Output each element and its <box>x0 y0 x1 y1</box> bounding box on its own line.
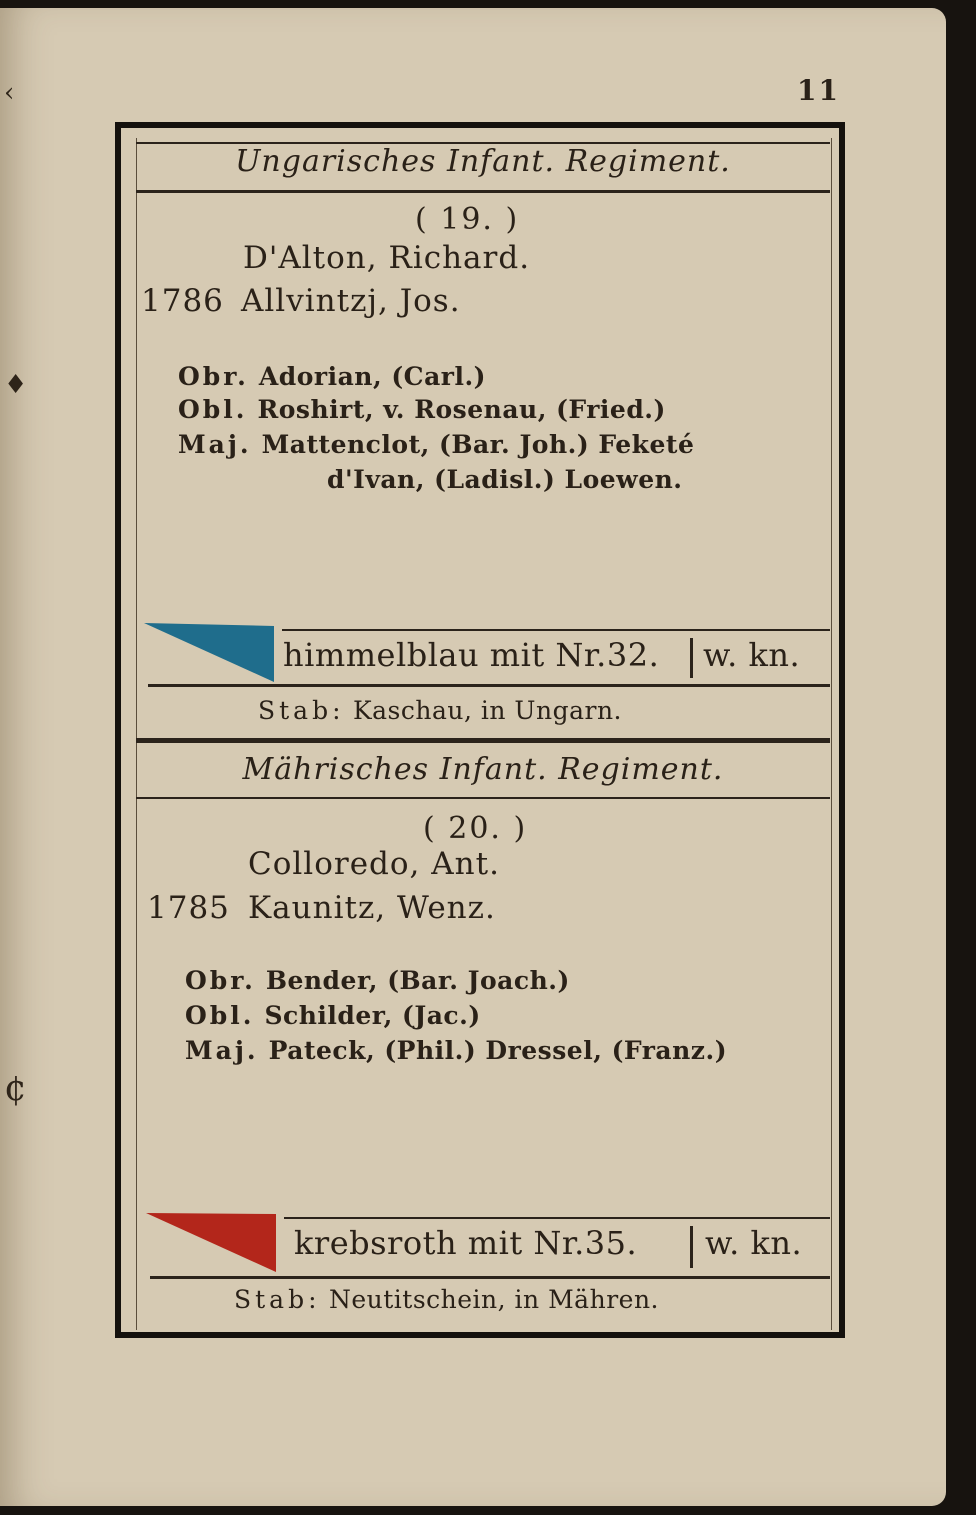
gutter-mark: ♦ <box>4 370 28 400</box>
gutter-mark: ‹ <box>4 78 15 108</box>
rule <box>148 684 830 687</box>
rule <box>136 797 830 799</box>
officer-names: Pateck, (Phil.) Dressel, (Franz.) <box>268 1036 728 1065</box>
divider-bar <box>690 638 693 678</box>
officer-line <box>185 1036 727 1065</box>
officer-rank: Obr. <box>178 362 249 391</box>
buttons-description: w. kn. <box>705 1224 803 1262</box>
officer-rank: Maj. <box>178 430 252 459</box>
regiment-number: ( 19. ) <box>415 202 520 237</box>
section-heading: Ungarisches Infant. Regiment. <box>235 144 731 179</box>
section-heading: Mährisches Infant. Regiment. <box>242 752 724 787</box>
regiment-number: ( 20. ) <box>423 811 528 846</box>
stab-location: Kaschau, in Ungarn. <box>352 696 623 725</box>
owner-name: D'Alton, Richard. <box>243 240 531 276</box>
owner-year: 1786 <box>141 283 224 319</box>
facing-color-flag <box>146 1210 278 1274</box>
facing-color-flag <box>144 620 278 682</box>
stab-line <box>258 696 622 725</box>
owner-name: Allvintzj, Jos. <box>241 283 461 319</box>
rule <box>150 1276 830 1279</box>
officer-line <box>178 395 666 424</box>
officer-names: Schilder, (Jac.) <box>264 1001 481 1030</box>
officer-rank: Maj. <box>185 1036 259 1065</box>
officer-rank: Obl. <box>178 395 248 424</box>
officer-names: Roshirt, v. Rosenau, (Fried.) <box>257 395 666 424</box>
officer-continuation: d'Ivan, (Ladisl.) Loewen. <box>327 465 683 494</box>
rule <box>284 1217 830 1219</box>
officer-rank: Obr. <box>185 966 256 995</box>
officer-names: Mattenclot, (Bar. Joh.) Feketé <box>261 430 695 459</box>
owner-year: 1785 <box>147 890 230 926</box>
rule <box>136 190 830 193</box>
officer-names: Adorian, (Carl.) <box>258 362 486 391</box>
officer-line <box>178 362 486 391</box>
owner-name: Kaunitz, Wenz. <box>248 890 496 926</box>
stab-label: Stab: <box>258 696 345 725</box>
buttons-description: w. kn. <box>703 636 801 674</box>
gutter-mark: ¢ <box>4 1068 27 1109</box>
officer-rank: Obl. <box>185 1001 255 1030</box>
officer-line <box>185 966 570 995</box>
facing-description: krebsroth mit Nr.35. <box>294 1224 638 1262</box>
officer-line <box>178 430 694 459</box>
owner-name: Colloredo, Ant. <box>248 846 500 882</box>
page-number: 11 <box>797 74 840 107</box>
stab-label: Stab: <box>234 1285 321 1314</box>
officer-names: Bender, (Bar. Joach.) <box>265 966 570 995</box>
facing-description: himmelblau mit Nr.32. <box>283 636 660 674</box>
divider-bar <box>690 1226 693 1268</box>
rule <box>136 738 830 743</box>
rule <box>282 629 830 631</box>
stab-location: Neutitschein, in Mähren. <box>328 1285 659 1314</box>
officer-line <box>185 1001 481 1030</box>
stab-line <box>234 1285 659 1314</box>
